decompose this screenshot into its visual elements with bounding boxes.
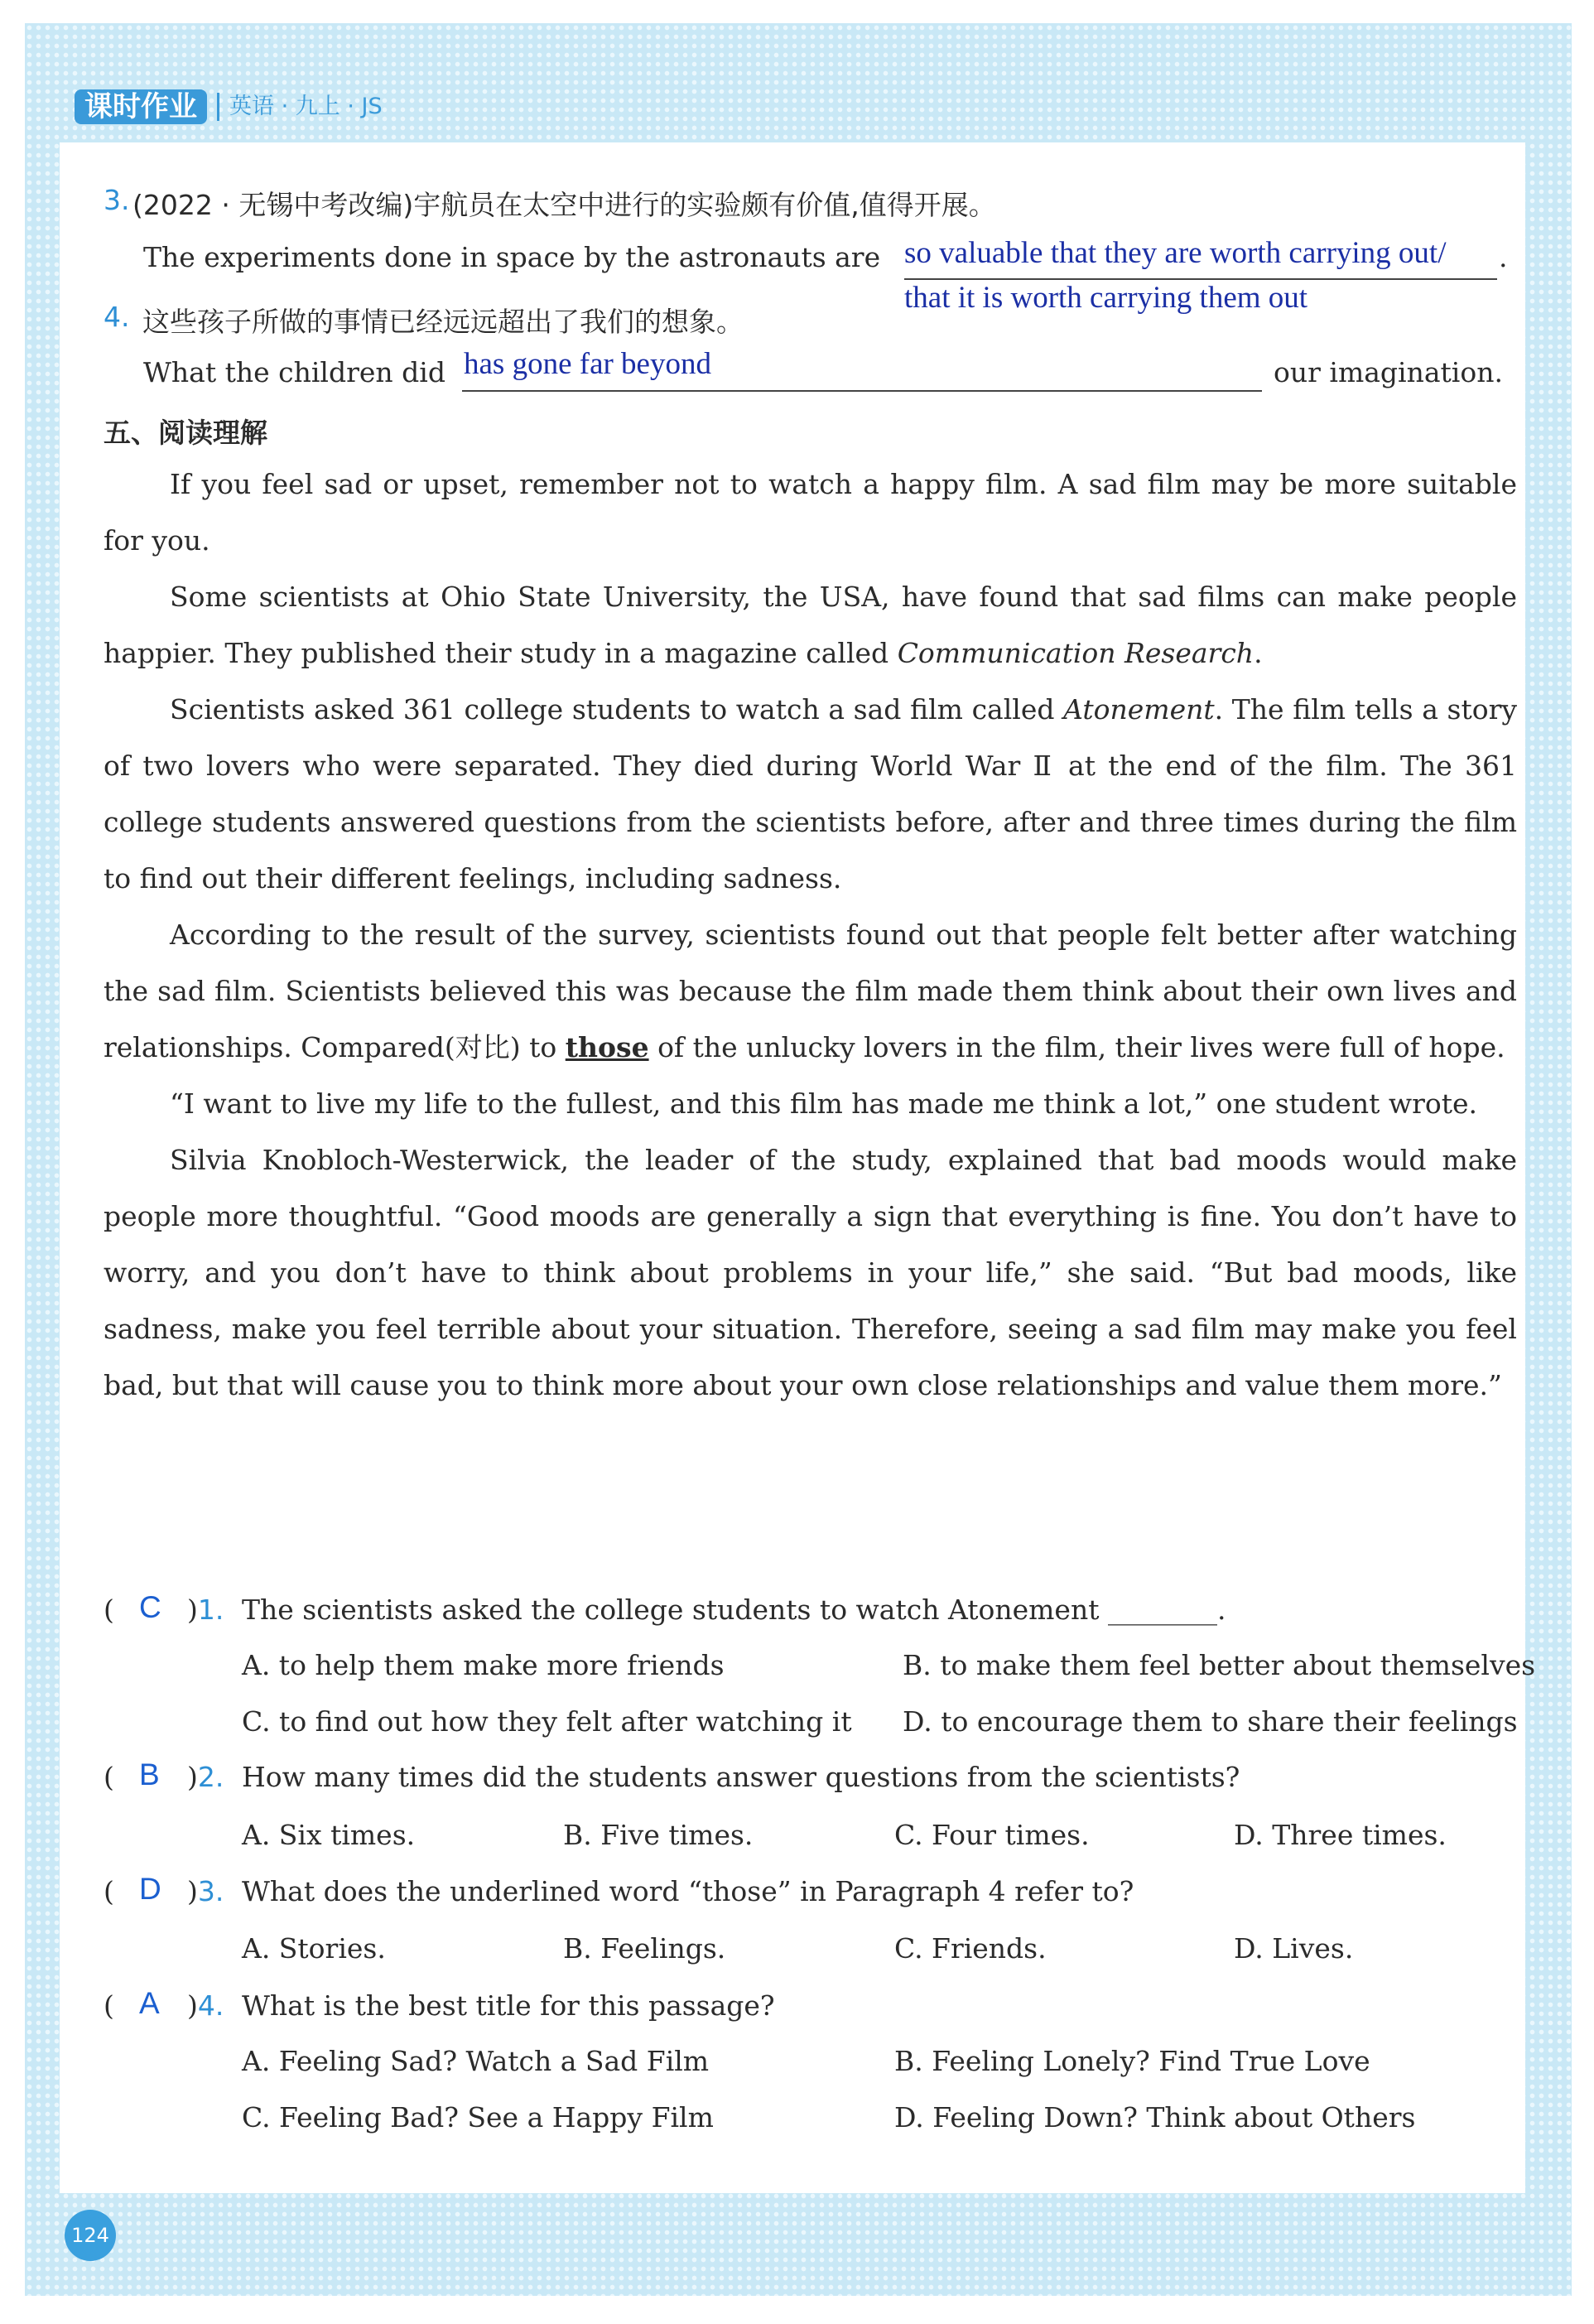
option-d: D. Feeling Down? Think about Others (894, 2101, 1416, 2134)
underlined-word: those (565, 1031, 649, 1063)
passage-paragraph: Some scientists at Ohio State University, the USA, have found that sad films can make people happier. They published their study in a magazine called Communication Research. (104, 581, 1517, 669)
answer-mark: A (139, 1986, 160, 2020)
q4-sentence-end: our imagination. (1274, 356, 1503, 388)
q3-answer-line1: so valuable that they are worth carrying out/ (904, 236, 1447, 270)
option-c: C. to find out how they felt after watching it (242, 1705, 852, 1738)
option-a: A. Stories. (242, 1932, 386, 1965)
option-a: A. Feeling Sad? Watch a Sad Film (242, 2045, 710, 2077)
section-title: 五、阅读理解 (104, 417, 267, 449)
option-a: A. Six times. (242, 1819, 416, 1851)
option-b: B. Feeling Lonely? Find True Love (894, 2045, 1370, 2077)
q4-number: 4. (104, 301, 130, 333)
page-number: 124 (65, 2210, 116, 2261)
subject-label: 英语 · 九上 · JS (217, 93, 383, 121)
q4-sentence-start: What the children did (143, 356, 445, 388)
answer-mark: B (139, 1757, 160, 1791)
question-text: The scientists asked the college students to watch Atonement ________. (242, 1594, 1226, 1626)
option-d: D. to encourage them to share their feelings (903, 1705, 1518, 1738)
answer-mark: D (139, 1872, 161, 1906)
passage-paragraph: “I want to live my life to the fullest, and this film has made me think a lot,” one student wrote. (170, 1087, 1477, 1120)
question-text: What does the underlined word “those” in Paragraph 4 refer to? (242, 1875, 1134, 1907)
q4-answer: has gone far beyond (464, 347, 711, 381)
option-c: C. Feeling Bad? See a Happy Film (242, 2101, 714, 2134)
option-d: D. Three times. (1234, 1819, 1447, 1851)
q3-prompt: (2022 · 无锡中考改编)宇航员在太空中进行的实验颇有价值,值得开展。 (132, 189, 996, 221)
q4-answer-blank (462, 390, 1262, 392)
option-b: B. Feelings. (563, 1932, 726, 1965)
option-a: A. to help them make more friends (242, 1649, 725, 1681)
q4-prompt: 这些孩子所做的事情已经远远超出了我们的想象。 (142, 306, 744, 338)
answer-mark: C (139, 1590, 161, 1624)
option-c: C. Four times. (894, 1819, 1090, 1851)
q3-end-period: . (1499, 241, 1508, 273)
page-header (75, 89, 383, 124)
option-c: C. Friends. (894, 1932, 1047, 1965)
question-text: How many times did the students answer questions from the scientists? (242, 1761, 1240, 1793)
passage-paragraph: Scientists asked 361 college students to watch a sad film called Atonement. The film tells a story of two lovers who were separated. They died during World War Ⅱ at the end of the film. The 361 college students answered questions from the scientists before, after and three times during the film to find out their different feelings, including sadness. (104, 693, 1517, 894)
passage-paragraph: Silvia Knobloch-Westerwick, the leader of the study, explained that bad moods would make people more thoughtful. “Good moods are generally a sign that everything is fine. You don’t have to worry, and you don’t have to think about problems in your life,” she said. “But bad moods, like sadness, make you feel terrible about your situation. Therefore, seeing a sad film may make you feel bad, but that will cause you to think more about your own close relationships and value them more.” (104, 1144, 1517, 1401)
q3-sentence-start: The experiments done in space by the astronauts are (143, 241, 881, 273)
q3-number: 3. (104, 184, 130, 216)
question-text: What is the best title for this passage? (242, 1989, 775, 2022)
option-b: B. Five times. (563, 1819, 754, 1851)
passage-paragraph: According to the result of the survey, scientists found out that people felt better after watching the sad film. Scientists believed this was because the film made them think about their own lives and relationships. Compared(对比) to those of the unlucky lovers in the film, their lives were full of hope. (104, 919, 1517, 1063)
series-logo: 课时作业 (75, 89, 207, 124)
q3-answer-line2: that it is worth carrying them out (904, 281, 1308, 315)
option-b: B. to make them feel better about themselves (903, 1649, 1536, 1681)
passage-paragraph: If you feel sad or upset, remember not to watch a happy film. A sad film may be more suitable for you. (104, 468, 1517, 557)
reading-passage (104, 456, 1517, 1414)
option-d: D. Lives. (1234, 1932, 1354, 1965)
